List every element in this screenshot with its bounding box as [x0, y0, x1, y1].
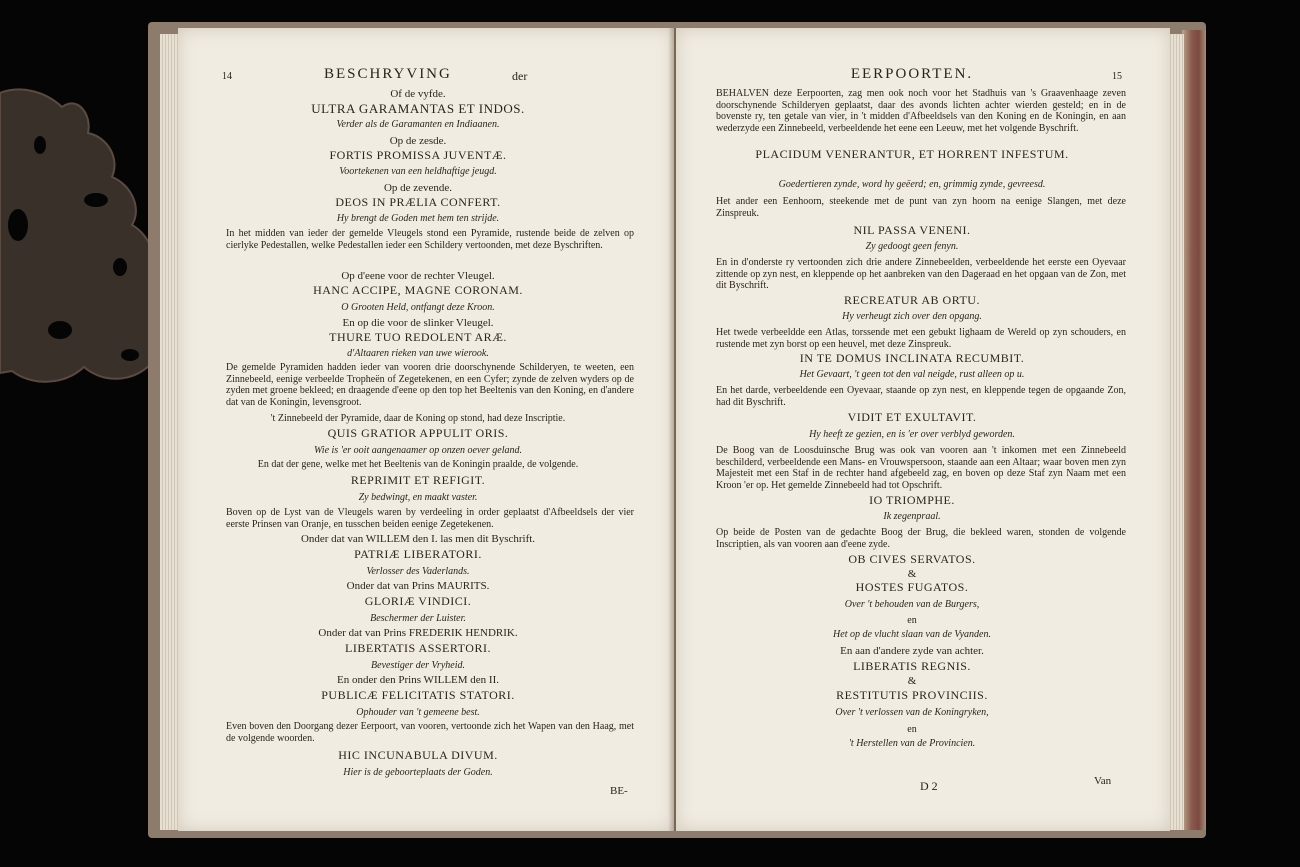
text-line: En dat der gene, welke met het Beeltenis van de Koningin praalde, de volgende.	[257, 459, 579, 470]
latin-motto: DEOS IN PRÆLIA CONFERT.	[335, 195, 501, 209]
latin-motto: IO TRIOMPHE.	[869, 493, 955, 507]
dutch-translation: Verlosser des Vaderlands.	[366, 566, 470, 577]
latin-motto: PUBLICÆ FELICITATIS STATORI.	[321, 688, 515, 702]
conjunction: en	[907, 724, 917, 735]
text-line: Onder dat van WILLEM den I. las men dit Byschrift.	[300, 533, 536, 545]
latin-motto: VIDIT ET EXULTAVIT.	[847, 410, 977, 424]
page-edges-left	[160, 34, 178, 830]
dutch-translation: O Grooten Held, ontfangt deze Kroon.	[341, 302, 495, 313]
latin-motto: RECREATUR AB ORTU.	[844, 293, 980, 307]
text-line: Onder dat van Prins MAURITS.	[346, 580, 490, 592]
latin-motto: PLACIDUM VENERANTUR, ET HORRENT INFESTUM.	[755, 147, 1069, 161]
catchword: Van	[1094, 775, 1112, 787]
latin-motto: IN TE DOMUS INCLINATA RECUMBIT.	[799, 351, 1025, 365]
latin-motto: HANC ACCIPE, MAGNE CORONAM.	[313, 283, 523, 297]
text-line: 't Zinnebeeld der Pyramide, daar de Koning op stond, had deze Inscriptie.	[270, 413, 566, 424]
conjunction: en	[907, 615, 917, 626]
page-number: 15	[1112, 71, 1122, 82]
dutch-translation: Hy verheugt zich over den opgang.	[842, 311, 982, 322]
latin-motto: RESTITUTIS PROVINCIIS.	[836, 688, 988, 702]
body-paragraph: En het darde, verbeeldende een Oyevaar, staande op zyn nest, en kleppende tegen de opgaande Zon, had dit Byschrift.	[716, 385, 1126, 408]
latin-motto: FORTIS PROMISSA JUVENTÆ.	[329, 148, 507, 162]
text-line: Op de zevende.	[383, 182, 453, 194]
dutch-translation: Hy brengt de Goden met hem ten strijde.	[336, 213, 500, 224]
latin-motto: ULTRA GARAMANTAS ET INDOS.	[311, 101, 525, 116]
dutch-translation: Het Gevaart, 't geen tot den val neigde, rust alleen op u.	[799, 369, 1025, 380]
ampersand: &	[907, 568, 917, 580]
latin-motto: HOSTES FUGATOS.	[855, 580, 969, 594]
body-paragraph: En in d'onderste ry vertoonden zich drie andere Zinnebeelden, verbeeldende het eerste een Oyevaar zittende op zyn nest, en kleppende op het aanbreken van den Dageraad en het opgaan van de Zon, met dit Byschrift.	[716, 257, 1126, 291]
latin-motto: OB CIVES SERVATOS.	[848, 552, 976, 566]
signature-mark: D 2	[920, 779, 938, 793]
latin-motto: LIBERATIS REGNIS.	[853, 659, 971, 673]
latin-motto: HIC INCUNABULA DIVUM.	[338, 748, 498, 762]
page-number: 14	[222, 71, 232, 82]
right-page	[676, 28, 1170, 831]
running-head: BESCHRYVING	[324, 66, 452, 82]
dutch-translation: 't Herstellen van de Provincien.	[848, 738, 976, 749]
latin-motto: GLORIÆ VINDICI.	[364, 594, 472, 608]
dutch-translation: Zy bedwingt, en maakt vaster.	[358, 492, 478, 503]
dutch-translation: Beschermer der Luister.	[370, 613, 466, 624]
dutch-translation: Over 't behouden van de Burgers,	[844, 599, 980, 610]
text-line: Onder dat van Prins FREDERIK HENDRIK.	[318, 627, 518, 639]
running-head: EERPOORTEN.	[850, 66, 974, 82]
text-line: Op d'eene voor de rechter Vleugel.	[341, 270, 495, 282]
dutch-translation: Voortekenen van een heldhaftige jeugd.	[339, 166, 497, 177]
dutch-translation: Verder als de Garamanten en Indiaanen.	[336, 119, 500, 130]
dutch-translation: Bevestiger der Vryheid.	[371, 660, 465, 671]
dutch-translation: Ik zegenpraal.	[883, 511, 941, 522]
dutch-translation: d'Altaaren rieken van uwe wierook.	[347, 348, 489, 359]
dutch-translation: Hier is de geboorteplaats der Goden.	[343, 767, 493, 778]
body-paragraph: Het twede verbeeldde een Atlas, torssende met een gebukt lighaam de Wereld op zyn schouders, en rustende met zyn borst op een heuvel, met deze Zinspreuk.	[716, 327, 1126, 350]
ampersand: &	[907, 675, 917, 687]
dutch-translation: Het op de vlucht slaan van de Vyanden.	[833, 629, 991, 640]
catchword: BE-	[610, 785, 628, 797]
text-line: Of de vyfde.	[390, 88, 446, 100]
body-paragraph: Boven op de Lyst van de Vleugels waren by verdeeling in order geplaatst d'Afbeeldsels der vier eerste Prinsen van Oranje, en tusschen beiden eenige Zegetekenen.	[226, 507, 634, 530]
body-paragraph: Het ander een Eenhoorn, steekende met de punt van zyn hoorn na eenige Slangen, met deze Zinspreuk.	[716, 196, 1126, 219]
dutch-translation: Over 't verlossen van de Koningryken,	[835, 707, 989, 718]
left-page	[178, 28, 674, 831]
body-paragraph: BEHALVEN deze Eerpoorten, zag men ook noch voor het Stadhuis van 's Graavenhaage zeven doorschynende Schilderyen geplaatst, daar des avonds lichten achter wierden gesteld; en in de bovenste ry, ten getale van vier, in 't midden d'Afbeeldsels van den Koning en de Koningin, en aan wederzyde een Zinnebeeld, verbeeldende het eene een Leeuw, met het volgende Byschrift.	[716, 88, 1126, 134]
latin-motto: QUIS GRATIOR APPULIT ORIS.	[327, 426, 509, 440]
page-edges-right	[1168, 34, 1184, 830]
latin-motto: NIL PASSA VENENI.	[853, 223, 971, 237]
text-line: Op de zesde.	[389, 135, 447, 147]
text-line: En aan d'andere zyde van achter.	[840, 645, 984, 657]
body-paragraph: De Boog van de Loosduinsche Brug was ook van vooren aan 't inkomen met een Zinnebeeld beschilderd, verbeeldende een Mans- en Vrouwspersoon, staande aan een Altaar; waar boven men zyn Majesteit met een Staf in de rechter hand afgebeeld zag, en boven op deze Staf zyn Naam met een Kroon 'er op. Het gemelde Zinnebeeld had tot Opschrift.	[716, 445, 1126, 491]
body-paragraph: De gemelde Pyramiden hadden ieder van vooren drie doorschynende Schilderyen, te weeten, een Zinnebeeld, eenige verbeelde Tropheën of Zegetekenen, en een Cyfer; zynde de zelven wyders op de zyden met groene bekleed; en draagende d'eene op den top het Beeltenis van den Koning, en d'andere dat van de Koningin, levensgroot.	[226, 362, 634, 408]
dutch-translation: Hy heeft ze gezien, en is 'er over verblyd geworden.	[809, 429, 1015, 440]
latin-motto: PATRIÆ LIBERATORI.	[354, 547, 482, 561]
body-paragraph: Op beide de Posten van de gedachte Boog der Brug, die bekleed waren, stonden de volgende Inscriptien, als van vooren aan d'eene zyde.	[716, 527, 1126, 550]
body-paragraph: Even boven den Doorgang dezer Eerpoort, van vooren, vertoonde zich het Wapen van den Haag, met de volgende woorden.	[226, 721, 634, 744]
dutch-translation: Ophouder van 't gemeene best.	[356, 707, 480, 718]
text-line: En onder den Prins WILLEM den II.	[336, 674, 500, 686]
latin-motto: REPRIMIT ET REFIGIT.	[350, 473, 486, 487]
book-binding	[1182, 30, 1206, 830]
latin-motto: LIBERTATIS ASSERTORI.	[345, 641, 491, 655]
latin-motto: THURE TUO REDOLENT ARÆ.	[329, 330, 507, 344]
running-head-suffix: der	[512, 69, 528, 83]
dutch-translation: Wie is 'er ooit aangenaamer op onzen oever geland.	[314, 445, 522, 456]
text-line: En op die voor de slinker Vleugel.	[342, 317, 494, 329]
body-paragraph: In het midden van ieder der gemelde Vleugels stond een Pyramide, rustende beide de zelven op cierlyke Pedestallen, welke Pedestallen ieder een Schildery vertoonden, met deze Byschriften.	[226, 228, 634, 251]
dutch-translation: Zy gedoogt geen fenyn.	[865, 241, 959, 252]
dutch-translation: Goedertieren zynde, word hy geëerd; en, grimmig zynde, gevreesd.	[778, 179, 1046, 190]
